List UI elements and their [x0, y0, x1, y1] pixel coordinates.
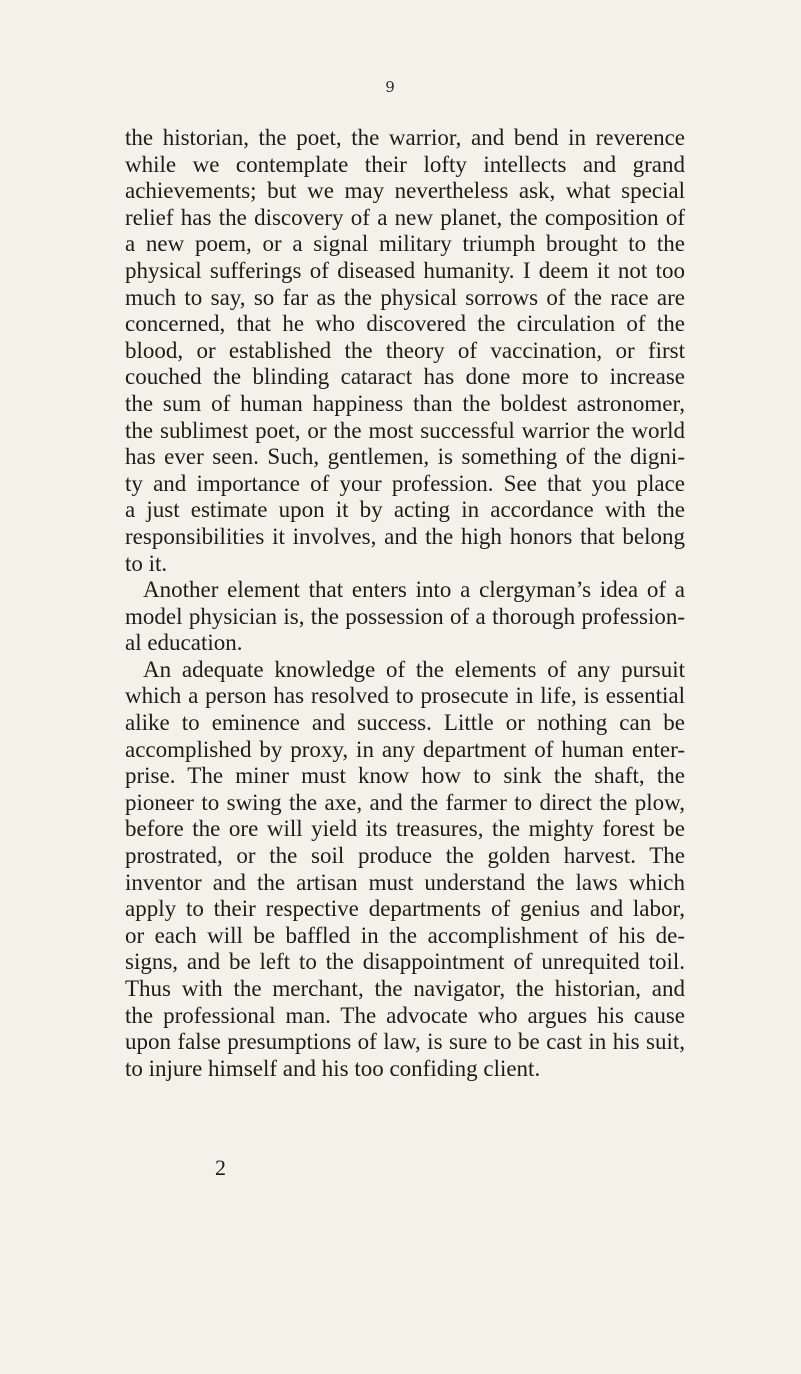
text-line: responsibilities it involves, and the high honors that belong: [125, 523, 685, 549]
text-line: pioneer to swing the axe, and the farmer to direct the plow,: [125, 789, 685, 815]
text-line: which a person has resolved to prosecute in life, is essential: [125, 683, 685, 709]
text-line: upon false presumptions of law, is sure to be cast in his suit,: [125, 1029, 685, 1055]
text-line: the professional man. The advocate who argues his cause: [125, 1002, 685, 1028]
text-line: inventor and the artisan must understand the laws which: [125, 869, 685, 895]
text-line: much to say, so far as the physical sorrows of the race are: [125, 284, 685, 310]
text-line: al education.: [125, 630, 243, 656]
text-line: signs, and be left to the disappointment of unrequited toil.: [125, 949, 685, 975]
text-line: concerned, that he who discovered the circulation of the: [125, 311, 685, 337]
text-line: has ever seen. Such, gentlemen, is something of the digni-: [125, 444, 685, 470]
text-line: blood, or established the theory of vaccination, or first: [125, 337, 685, 363]
text-line: or each will be baffled in the accomplishment of his de-: [125, 922, 685, 948]
page-number: 9: [385, 78, 395, 96]
text-line: accomplished by proxy, in any department of human enter-: [125, 736, 685, 762]
text-line: the historian, the poet, the warrior, and bend in reverence: [125, 125, 685, 150]
text-line: An adequate knowledge of the elements of any pursuit: [143, 656, 685, 682]
text-line: Another element that enters into a clergyman’s idea of a: [143, 577, 685, 603]
text-line: couched the blinding cataract has done more to increase: [125, 364, 685, 390]
text-line: model physician is, the possession of a thorough profession-: [125, 603, 685, 629]
text-line: to it.: [125, 550, 168, 576]
body-text: [125, 125, 685, 1082]
paragraph-3: [125, 657, 685, 1083]
text-line: achievements; but we may nevertheless ask, what special: [125, 178, 685, 204]
text-line: alike to eminence and success. Little or nothing can be: [125, 710, 685, 736]
text-line: before the ore will yield its treasures, the mighty forest be: [125, 816, 685, 842]
text-line: to injure himself and his too confiding client.: [125, 1055, 541, 1081]
text-line: prostrated, or the soil produce the golden harvest. The: [125, 843, 685, 869]
text-line: the sum of human happiness than the boldest astronomer,: [125, 390, 685, 416]
text-line: ty and importance of your profession. See that you place: [125, 470, 685, 496]
paragraph-2: [125, 577, 685, 657]
text-line: the sublimest poet, or the most successful warrior the world: [125, 417, 685, 443]
paragraph-1: [125, 125, 685, 577]
text-line: a new poem, or a signal military triumph brought to the: [125, 231, 685, 257]
signature-mark: 2: [215, 1155, 226, 1180]
text-line: physical sufferings of diseased humanity. I deem it not too: [125, 257, 685, 283]
text-line: Thus with the merchant, the navigator, the historian, and: [125, 976, 685, 1001]
text-line: a just estimate upon it by acting in accordance with the: [125, 497, 685, 523]
text-line: relief has the discovery of a new planet, the composition of: [125, 204, 685, 230]
text-line: while we contemplate their lofty intellects and grand: [125, 151, 685, 177]
text-line: prise. The miner must know how to sink the shaft, the: [125, 763, 685, 789]
text-line: apply to their respective departments of genius and labor,: [125, 896, 685, 922]
